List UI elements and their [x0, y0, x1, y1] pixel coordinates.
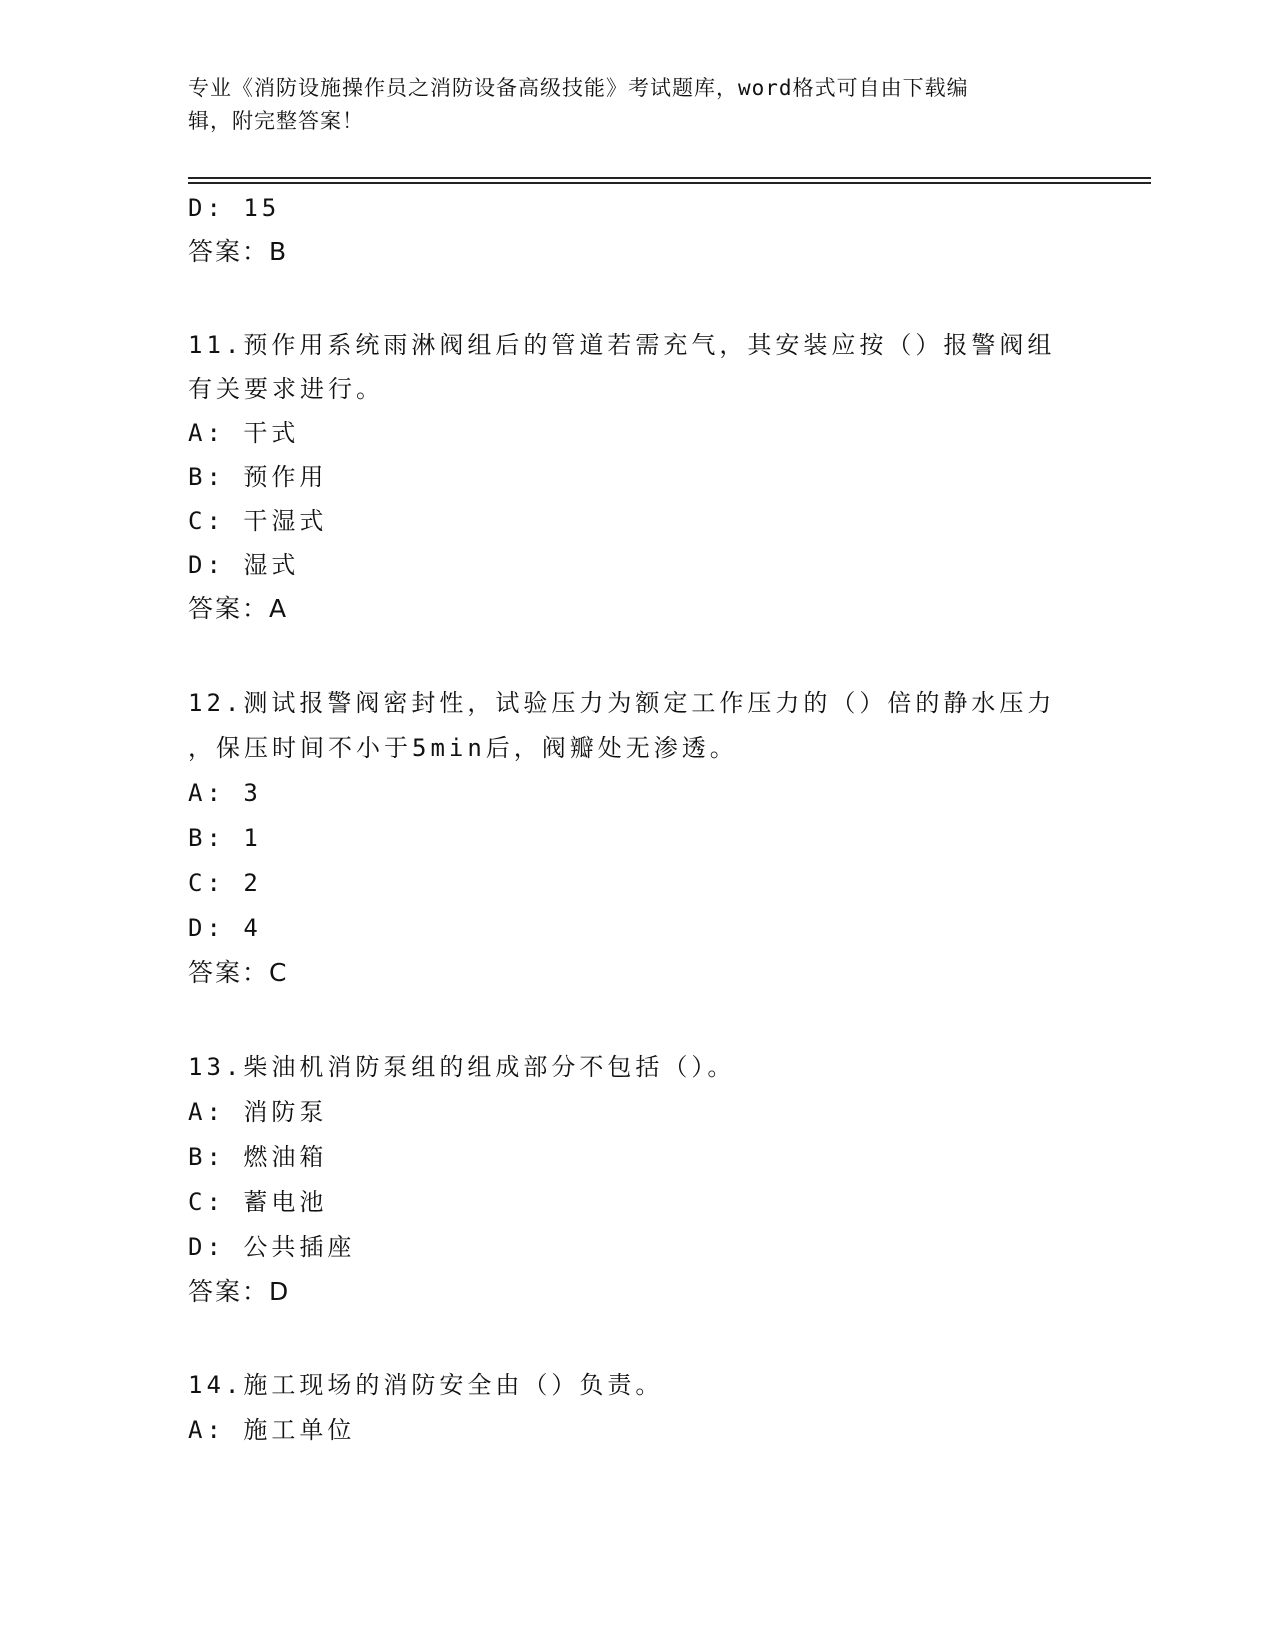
header-divider-bottom [188, 182, 1151, 184]
q11-answer: 答案：A [188, 594, 289, 623]
q14-stem-line-1: 14.施工现场的消防安全由（）负责。 [188, 1371, 664, 1399]
q13-option-c: C: 蓄电池 [188, 1188, 328, 1216]
q11-option-b: B: 预作用 [188, 463, 328, 491]
q13-stem-line-1: 13.柴油机消防泵组的组成部分不包括（）。 [188, 1053, 736, 1081]
q13-answer: 答案：D [188, 1277, 291, 1306]
q12-option-c: C: 2 [188, 869, 262, 897]
q12-answer: 答案：C [188, 958, 289, 987]
q14-option-a: A: 施工单位 [188, 1416, 356, 1444]
q12-stem-line-1: 12.测试报警阀密封性，试验压力为额定工作压力的（）倍的静水压力 [188, 689, 1056, 717]
header-line-1: 专业《消防设施操作员之消防设备高级技能》考试题库，word格式可自由下载编 [188, 76, 969, 100]
q12-stem-line-2: ，保压时间不小于5min后，阀瓣处无渗透。 [188, 734, 738, 762]
q11-option-d: D: 湿式 [188, 551, 300, 579]
q10-option-d: D: 15 [188, 194, 281, 222]
q11-stem-line-1: 11.预作用系统雨淋阀组后的管道若需充气，其安装应按（）报警阀组 [188, 331, 1056, 359]
document-header [188, 72, 1068, 138]
q11-stem-line-2: 有关要求进行。 [188, 375, 384, 403]
q10-answer: 答案：B [188, 237, 289, 266]
q12-option-b: B: 1 [188, 824, 262, 852]
header-line-2: 辑，附完整答案！ [188, 109, 364, 133]
q13-option-b: B: 燃油箱 [188, 1143, 328, 1171]
q13-option-d: D: 公共插座 [188, 1233, 356, 1261]
header-divider-top [188, 177, 1151, 179]
q13-option-a: A: 消防泵 [188, 1098, 328, 1126]
q11-option-a: A: 干式 [188, 419, 300, 447]
q12-option-d: D: 4 [188, 914, 262, 942]
q12-option-a: A: 3 [188, 779, 262, 807]
q11-option-c: C: 干湿式 [188, 507, 328, 535]
